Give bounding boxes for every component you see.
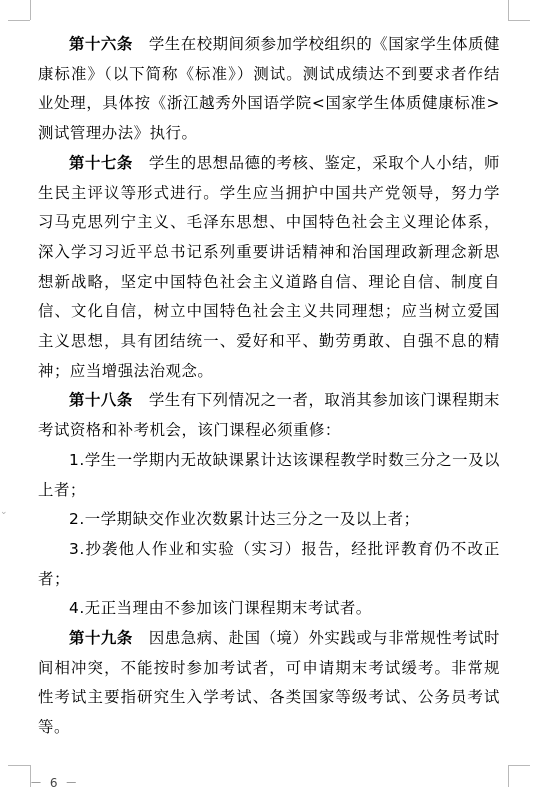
page-number: － 6 － [30, 776, 80, 790]
article-text: 学生在校期间须参加学校组织的《国家学生体质健康标准》（以下简称《标准》）测试。测试成绩达不到要求者作结业处理，具体按《浙江越秀外国语学院<国家学生体质健康标准>测试管理办法》执行。 [38, 35, 500, 143]
article-number: 第十九条 [69, 629, 133, 648]
article-17-paragraph [38, 149, 500, 387]
crop-mark-top-left-v [30, 0, 31, 20]
crop-mark-bottom-right-h [508, 765, 530, 766]
crop-mark-top-right-v [508, 0, 509, 20]
article-text: 学生有下列情况之一者，取消其参加该门课程期末考试资格和补考机会，该门课程必须重修： [38, 391, 500, 440]
list-item: 2.一学期缺交作业次数累计达三分之一及以上者； [69, 510, 420, 529]
article-number: 第十七条 [69, 153, 133, 172]
article-text: 因患急病、赴国（境）外实践或与非常规性考试时间相冲突，不能按时参加考试者，可申请期末考试缓考。非常规性考试主要指研究生入学考试、各类国家等级考试、公务员考试等。 [38, 629, 500, 737]
list-item: 3.抄袭他人作业和实验（实习）报告，经批评教育仍不改正者； [38, 539, 500, 588]
crop-mark-top-left-h [8, 20, 30, 21]
article-text: 学生的思想品德的考核、鉴定，采取个人小结，师生民主评议等形式进行。学生应当拥护中国共产党领导，努力学习马克思列宁主义、毛泽东思想、中国特色社会主义理论体系，深入学习习近平总书记系列重要讲话精神和治国理政新理念新思想新战略，坚定中国特色社会主义道路自信、理论自信、制度自信、文化自信，树立中国特色社会主义共同理想；应当树立爱国主义思想，具有团结统一、爱好和平、勤劳勇敢、自强不息的精神；应当增强法治观念。 [38, 153, 500, 380]
article-18-paragraph [38, 386, 500, 445]
crop-mark-bottom-right-v [508, 765, 509, 787]
list-item: 1.学生一学期内无故缺课累计达该课程教学时数三分之一及以上者； [38, 450, 500, 499]
article-number: 第十八条 [69, 391, 133, 410]
document-body [38, 30, 500, 743]
margin-marker: ⌄ [0, 507, 8, 517]
crop-mark-top-right-h [508, 20, 530, 21]
article-19-paragraph [38, 624, 500, 743]
crop-mark-bottom-left-h [8, 765, 30, 766]
article-number: 第十六条 [69, 35, 133, 53]
article-16-paragraph [38, 30, 500, 149]
list-item: 4.无正当理由不参加该门课程期末考试者。 [69, 599, 372, 618]
